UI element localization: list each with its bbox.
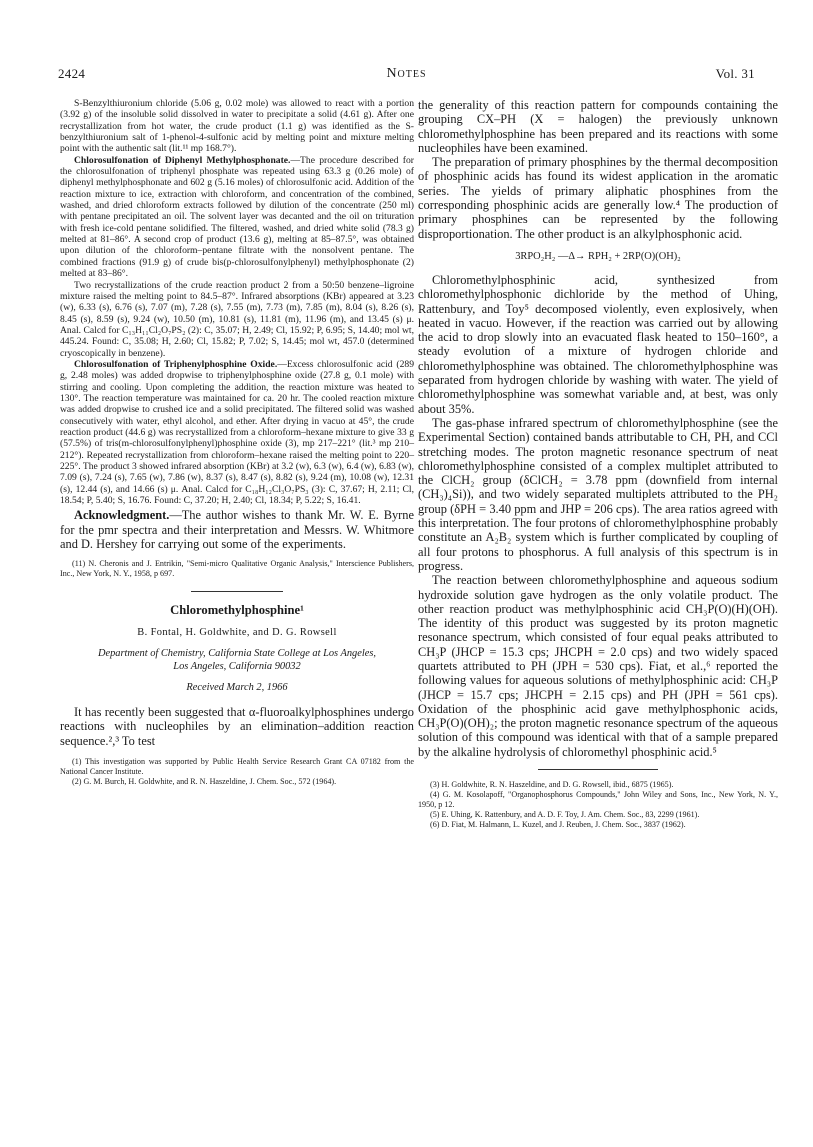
volume-label: Vol. 31 (715, 66, 755, 81)
footnote: (11) N. Cheronis and J. Entrikin, "Semi-micro Qualitative Organic Analysis," Interscience Publishers, Inc., New York, N. Y., 1958, p 697. (60, 559, 414, 579)
intro-paragraph: It has recently been suggested that α-fluoroalkylphosphines undergo reactions with nucleophiles by an elimination–addition reaction sequence.²,³ To test (60, 705, 414, 748)
footnote: (2) G. M. Burch, H. Goldwhite, and R. N. Haszeldine, J. Chem. Soc., 572 (1964). (72, 776, 337, 786)
body-paragraph: The preparation of primary phosphines by the thermal decomposition of phosphinic acids has found its widest application in the aromatic series. The yields of primary aliphatic phosphines from the corresponding phosphinic acids are generally low.⁴ The production of primary phosphines can be represented by the following disproportionation. The other product is an alkylphosphonic acid. (418, 155, 778, 241)
experimental-paragraph: S-Benzylthiuronium chloride (5.06 g, 0.02 mole) was allowed to react with a portion (3.92 g) of the insoluble solid dissolved in water to precipitate a solid (4.61 g). After one recrystallization from hot water, the crude product (1.1 g) was identified as the S-benzylthiuronium salt of 1-phenol-4-sulfonic acid by melting point and mixture melting point with the authentic salt (lit.¹¹ mp 168.7°). (60, 98, 414, 155)
affiliation (60, 647, 414, 673)
article-divider (191, 591, 283, 592)
footnote-divider (538, 769, 658, 770)
footnote: (3) H. Goldwhite, R. N. Haszeldine, and D. G. Rowsell, ibid., 6875 (1965). (430, 780, 674, 790)
acknowledgment (60, 508, 414, 551)
article-title: Chloromethylphosphine¹ (170, 603, 304, 618)
footnote: (4) G. M. Kosolapoff, "Organophosphorus Compounds," John Wiley and Sons, Inc., New York, N. Y., 1950, p 12. (418, 789, 778, 809)
affiliation-line: Los Angeles, California 90032 (173, 661, 301, 673)
experimental-paragraph (60, 359, 414, 506)
footnotes (60, 757, 414, 787)
page-number: 2424 (58, 66, 86, 81)
right-column (418, 98, 778, 830)
left-column (60, 98, 414, 787)
section-run-in-head: Chlorosulfonation of Triphenylphosphine Oxide. (74, 358, 278, 370)
acknowledgment-text: —The author wishes to thank Mr. W. E. Byrne for the pmr spectra and their interpretation and Messrs. W. Whitmore and D. Hershey for carrying out some of the experiments. (60, 508, 414, 551)
paragraph-text: —Excess chlorosulfonic acid (289 g, 2.48 moles) was added dropwise to triphenylphosphine oxide (27.8 g, 0.1 mole) with stirring and cooling. Upon completing the addition, the reaction mixture was heated to 130°. The reaction temperature was maintained for ca. 20 hr. The cooled reaction mixture was added dropwise to crushed ice and a solid precipitated. The filtered solid was washed consecutively with water, ethyl alcohol, and ether. After drying in vacuo at 45°, the crude reaction product (44.6 g) was recrystallized from a chloroform–hexane mixture to give 33 g (57.5%) of tris(m-chlorosulfonylphenyl)phosphine oxide (3), mp 217–221° (lit.³ mp 210–212°). Repeated recrystallization from chloroform–hexane raised the melting point to 220–225°. The product 3 showed infrared absorption (KBr) at 3.2 (w), 6.3 (w), 6.4 (w), 6.83 (w), 7.09 (s), 7.24 (s), 7.65 (w), 7.86 (w), 8.37 (s), 8.47 (s), 8.82 (s), 9.24 (m), 10.08 (w), 12.31 (s), 12.44 (s), and 14.66 (s) μ. Anal. Calcd for C₁₈H₁₂Cl₃O₇PS₃ (3): C, 37.67; H, 2.11; Cl, 18.54; P, 5.40; S, 16.76. Found: C, 37.20; H, 2.40; Cl, 18.34; P, 5.22; S, 16.41. (60, 358, 414, 507)
footnotes (418, 780, 778, 830)
section-run-in-head: Chlorosulfonation of Diphenyl Methylphosphonate. (74, 154, 291, 166)
article-authors: B. Fontal, H. Goldwhite, and D. G. Rowsell (137, 627, 337, 639)
body-paragraph: The gas-phase infrared spectrum of chloromethylphosphine (see the Experimental Section) contained bands attributable to CH, PH, and CCl stretching modes. The proton magnetic resonance spectrum of neat chloromethylphosphine consisted of a complex multiplet attributed to the ClCH₂ group (δClCH₂ = 3.78 ppm (downfield from internal (CH₃)₄Si)), and two widely separated multiplets attributed to the PH₂ group (δPH = 3.40 ppm and JHP = 206 cps). The area ratios agreed with this interpretation. The four protons of chloromethylphosphine probably constitute an A₂B₂ system which is further complicated by coupling of all four protons to phosphorus. A full analysis of this spectrum is in progress. (418, 415, 778, 573)
experimental-paragraph (60, 155, 414, 280)
footnote: (1) This investigation was supported by Public Health Service Research Grant CA 07182 from the National Cancer Institute. (60, 756, 414, 776)
paragraph-text: —The procedure described for the chlorosulfonation of triphenyl phosphate was repeated using 63.3 g (0.26 mole) of diphenyl methylphosphonate and 602 g (5.16 moles) of chlorosulfonic acid. Addition of the reaction mixture to ice, extraction with chloroform, and concentration of the combined, washed, and dried chloroform extracts followed by dilution of the concentrate (250 ml) with pentane precipitated an oil. The solvent layer was decanted and the oil on trituration with fresh ice-cold pentane solidified. The filtered, washed, and dried white solid (78.3 g) melted at 81–86°. A second crop of product (13.6 g), melting at 85–87.5°, was obtained upon dilution of the chloroform–pentane filtrate with the nonsolvent pentane. The combined fractions (91.9 g) of crude bis(p-chlorosulfonylphenyl) methylphosphonate (2) melted at 83–86°. (60, 154, 414, 280)
body-paragraph: The reaction between chloromethylphosphine and aqueous sodium hydroxide solution gave hydrogen as the only volatile product. The other reaction product was methylphosphinic acid CH₃P(O)(H)(OH). The identity of this product was suggested by its proton magnetic resonance spectrum, which consisted of four equal peaks attributed to CH₃P (JHCP = 15.3 cps; JHCPH = 2.0 cps) and two widely spaced quartets attributed to PH (JPH = 530 cps). Fiat, et al.,⁶ reported the following values for aqueous solutions of methylphosphinic acid: CH₃P (JHCP = 15.7 cps; JHCPH = 2.15 cps) and PH (JPH = 561 cps). Oxidation of the phosphinic acid gave methylphosphonic acids, CH₃P(O)(OH)₂; the proton magnetic resonance spectrum of the aqueous solution of this compound was identical with that of a sample prepared by the alkaline hydrolysis of chloromethyl phosphinic acid.⁵ (418, 573, 778, 759)
experimental-paragraph: Two recrystallizations of the crude reaction product 2 from a 50:50 benzene–ligroine mixture raised the melting point to 84.5–87°. Infrared absorptions (KBr) appeared at 3.23 (w), 6.33 (s), 6.76 (s), 7.07 (m), 7.28 (s), 7.55 (m), 7.73 (m), 7.85 (m), 8.04 (s), 8.26 (s), 8.45 (s), 8.59 (s), 9.24 (w), 10.50 (m), 10.81 (s), 11.81 (m), 11.96 (m), and 13.45 (s) μ. Anal. Calcd for C₁₃H₁₁Cl₂O₇PS₂ (2): C, 35.07; H, 2.49; Cl, 15.92; P, 6.95; S, 14.40; mol wt, 445.24. Found: C, 35.08; H, 2.60; Cl, 15.82; P, 7.02; S, 14.45; mol wt, 457.0 (determined cryoscopically in benzene). (60, 279, 414, 359)
affiliation-line: Department of Chemistry, California State College at Los Angeles, (97, 648, 377, 660)
disproportionation-equation: 3RPO₂H₂ —Δ→ RPH₂ + 2RP(O)(OH)₂ (515, 250, 681, 262)
footnote: (5) E. Uhing, K. Rattenbury, and A. D. F. Toy, J. Am. Chem. Soc., 83, 2299 (1961). (430, 809, 700, 819)
received-date: Received March 2, 1966 (186, 682, 288, 694)
body-paragraph: Chloromethylphosphinic acid, synthesized from chloromethylphosphonic dichloride by the method of Uhing, Rattenbury, and Toy⁵ decomposed violently, even explosively, when heated in vacuo. However, if the reaction was carried out by allowing the acid to drop slowly into an evacuated flask heated to 150–160°, a steady evolution of a mixture of hydrogen chloride and chloromethylphosphine was obtained. The chloromethylphosphine was separated from hydrogen chloride by washing with water. The yield of chloromethylphosphine was somewhat variable and, at best, was only about 35%. (418, 272, 778, 416)
running-head: Notes (386, 66, 427, 81)
body-paragraph: the generality of this reaction pattern for compounds containing the grouping CX–PH (X = halogen) the previously unknown chloromethylphosphine has been prepared and its reactions with some nucleophiles have been examined. (418, 98, 778, 155)
footnote: (6) D. Fiat, M. Halmann, L. Kuzel, and J. Reuben, J. Chem. Soc., 3837 (1962). (430, 819, 686, 829)
acknowledgment-head: Acknowledgment. (74, 508, 170, 523)
